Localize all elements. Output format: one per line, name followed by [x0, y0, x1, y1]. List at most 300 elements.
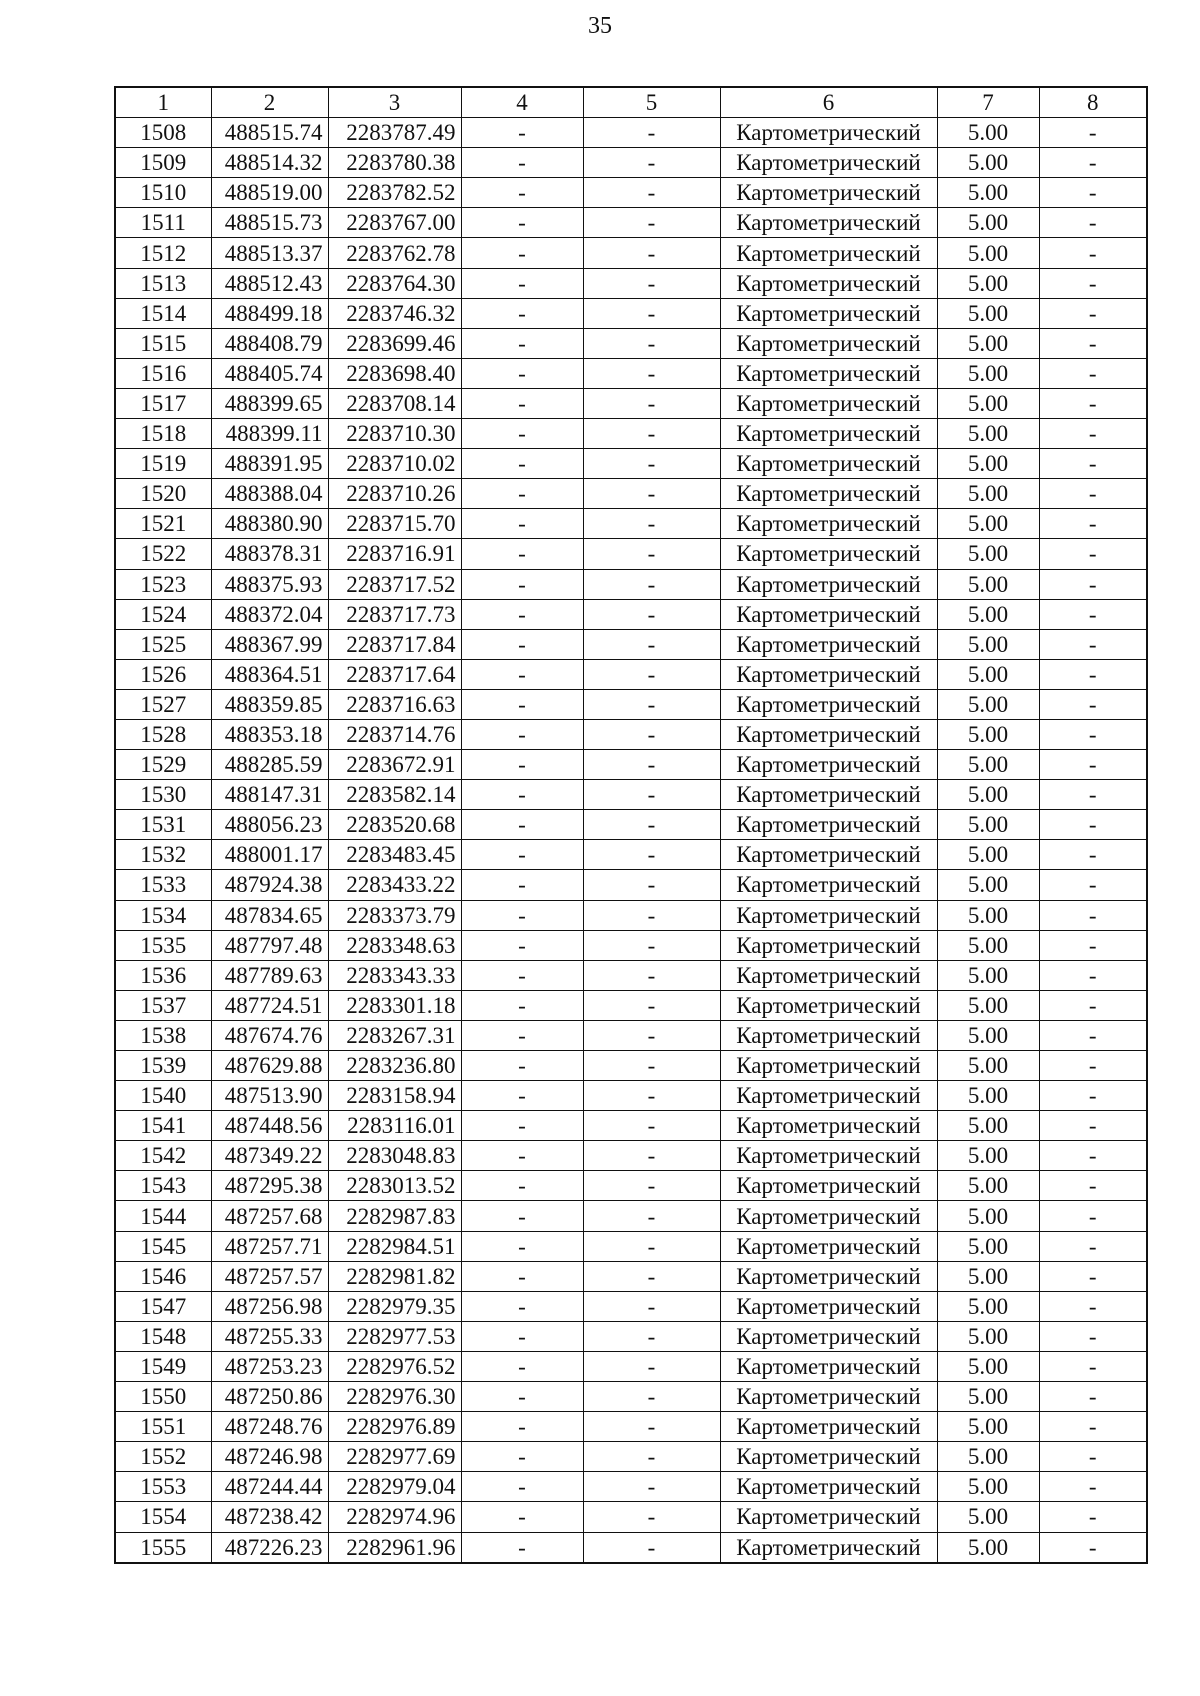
col-8-value-cell: -: [1039, 1502, 1147, 1532]
method-cell: Картометрический: [720, 1020, 937, 1050]
col-4-value-cell: -: [461, 449, 583, 479]
accuracy-cell: 5.00: [937, 1201, 1039, 1231]
col-5-value-cell: -: [583, 539, 720, 569]
col-5-value-cell: -: [583, 719, 720, 749]
x-coordinate-cell: 487238.42: [211, 1502, 328, 1532]
accuracy-cell: 5.00: [937, 208, 1039, 238]
table-row: [115, 569, 1147, 599]
y-coordinate-cell: 2283716.63: [328, 689, 461, 719]
method-cell: Картометрический: [720, 750, 937, 780]
col-5-value-cell: -: [583, 1502, 720, 1532]
col-8-value-cell: -: [1039, 238, 1147, 268]
point-number-cell: 1517: [115, 388, 211, 418]
method-cell: Картометрический: [720, 298, 937, 328]
col-4-value-cell: -: [461, 1472, 583, 1502]
accuracy-cell: 5.00: [937, 750, 1039, 780]
point-number-cell: 1512: [115, 238, 211, 268]
x-coordinate-cell: 488405.74: [211, 358, 328, 388]
col-5-value-cell: -: [583, 178, 720, 208]
method-cell: Картометрический: [720, 1201, 937, 1231]
method-cell: Картометрический: [720, 810, 937, 840]
accuracy-cell: 5.00: [937, 900, 1039, 930]
x-coordinate-cell: 487253.23: [211, 1351, 328, 1381]
col-4-value-cell: -: [461, 1321, 583, 1351]
method-cell: Картометрический: [720, 569, 937, 599]
col-8-value-cell: -: [1039, 539, 1147, 569]
col-5-value-cell: -: [583, 1412, 720, 1442]
method-cell: Картометрический: [720, 449, 937, 479]
col-4-value-cell: -: [461, 569, 583, 599]
table-row: [115, 870, 1147, 900]
header-row: [115, 87, 1147, 118]
col-5-value-cell: -: [583, 810, 720, 840]
col-5-value-cell: -: [583, 148, 720, 178]
col-4-value-cell: -: [461, 298, 583, 328]
col-5-value-cell: -: [583, 629, 720, 659]
col-5-value-cell: -: [583, 1020, 720, 1050]
table-row: [115, 840, 1147, 870]
point-number-cell: 1528: [115, 719, 211, 749]
col-5-value-cell: -: [583, 659, 720, 689]
y-coordinate-cell: 2283433.22: [328, 870, 461, 900]
point-number-cell: 1546: [115, 1261, 211, 1291]
y-coordinate-cell: 2282977.53: [328, 1321, 461, 1351]
y-coordinate-cell: 2282981.82: [328, 1261, 461, 1291]
accuracy-cell: 5.00: [937, 1412, 1039, 1442]
point-number-cell: 1537: [115, 990, 211, 1020]
col-5-value-cell: -: [583, 1472, 720, 1502]
col-8-value-cell: -: [1039, 1321, 1147, 1351]
col-5-value-cell: -: [583, 1442, 720, 1472]
accuracy-cell: 5.00: [937, 1081, 1039, 1111]
y-coordinate-cell: 2283348.63: [328, 930, 461, 960]
method-cell: Картометрический: [720, 268, 937, 298]
y-coordinate-cell: 2283714.76: [328, 719, 461, 749]
col-8-value-cell: -: [1039, 719, 1147, 749]
y-coordinate-cell: 2283710.30: [328, 419, 461, 449]
point-number-cell: 1549: [115, 1351, 211, 1381]
y-coordinate-cell: 2282984.51: [328, 1231, 461, 1261]
x-coordinate-cell: 487226.23: [211, 1532, 328, 1563]
column-header-5: 5: [583, 87, 720, 118]
col-8-value-cell: -: [1039, 1201, 1147, 1231]
table-row: [115, 689, 1147, 719]
point-number-cell: 1515: [115, 328, 211, 358]
method-cell: Картометрический: [720, 1472, 937, 1502]
col-4-value-cell: -: [461, 1261, 583, 1291]
method-cell: Картометрический: [720, 509, 937, 539]
col-8-value-cell: -: [1039, 1020, 1147, 1050]
point-number-cell: 1533: [115, 870, 211, 900]
table-row: [115, 1261, 1147, 1291]
col-4-value-cell: -: [461, 1081, 583, 1111]
column-header-7: 7: [937, 87, 1039, 118]
point-number-cell: 1545: [115, 1231, 211, 1261]
col-5-value-cell: -: [583, 1231, 720, 1261]
col-4-value-cell: -: [461, 960, 583, 990]
col-8-value-cell: -: [1039, 509, 1147, 539]
col-4-value-cell: -: [461, 1231, 583, 1261]
table-row: [115, 388, 1147, 418]
method-cell: Картометрический: [720, 1382, 937, 1412]
col-5-value-cell: -: [583, 1351, 720, 1381]
point-number-cell: 1550: [115, 1382, 211, 1412]
col-4-value-cell: -: [461, 1051, 583, 1081]
y-coordinate-cell: 2283698.40: [328, 358, 461, 388]
col-4-value-cell: -: [461, 1171, 583, 1201]
coordinates-table: [114, 86, 1148, 1564]
x-coordinate-cell: 487244.44: [211, 1472, 328, 1502]
table-row: [115, 810, 1147, 840]
col-5-value-cell: -: [583, 328, 720, 358]
point-number-cell: 1541: [115, 1111, 211, 1141]
col-4-value-cell: -: [461, 1442, 583, 1472]
x-coordinate-cell: 487295.38: [211, 1171, 328, 1201]
y-coordinate-cell: 2283780.38: [328, 148, 461, 178]
y-coordinate-cell: 2283048.83: [328, 1141, 461, 1171]
accuracy-cell: 5.00: [937, 629, 1039, 659]
col-5-value-cell: -: [583, 780, 720, 810]
col-8-value-cell: -: [1039, 449, 1147, 479]
table-row: [115, 118, 1147, 148]
accuracy-cell: 5.00: [937, 268, 1039, 298]
point-number-cell: 1540: [115, 1081, 211, 1111]
y-coordinate-cell: 2283116.01: [328, 1111, 461, 1141]
col-4-value-cell: -: [461, 1020, 583, 1050]
table-row: [115, 1291, 1147, 1321]
x-coordinate-cell: 488380.90: [211, 509, 328, 539]
y-coordinate-cell: 2283236.80: [328, 1051, 461, 1081]
point-number-cell: 1547: [115, 1291, 211, 1321]
accuracy-cell: 5.00: [937, 569, 1039, 599]
method-cell: Картометрический: [720, 358, 937, 388]
col-5-value-cell: -: [583, 449, 720, 479]
x-coordinate-cell: 488372.04: [211, 599, 328, 629]
col-8-value-cell: -: [1039, 840, 1147, 870]
table-row: [115, 1472, 1147, 1502]
col-8-value-cell: -: [1039, 1081, 1147, 1111]
method-cell: Картометрический: [720, 388, 937, 418]
col-4-value-cell: -: [461, 479, 583, 509]
x-coordinate-cell: 488285.59: [211, 750, 328, 780]
x-coordinate-cell: 487789.63: [211, 960, 328, 990]
point-number-cell: 1538: [115, 1020, 211, 1050]
col-4-value-cell: -: [461, 1111, 583, 1141]
y-coordinate-cell: 2283520.68: [328, 810, 461, 840]
y-coordinate-cell: 2283782.52: [328, 178, 461, 208]
col-4-value-cell: -: [461, 930, 583, 960]
method-cell: Картометрический: [720, 840, 937, 870]
col-8-value-cell: -: [1039, 1382, 1147, 1412]
point-number-cell: 1529: [115, 750, 211, 780]
col-4-value-cell: -: [461, 719, 583, 749]
y-coordinate-cell: 2283373.79: [328, 900, 461, 930]
point-number-cell: 1508: [115, 118, 211, 148]
column-header-4: 4: [461, 87, 583, 118]
y-coordinate-cell: 2283158.94: [328, 1081, 461, 1111]
method-cell: Картометрический: [720, 659, 937, 689]
y-coordinate-cell: 2283764.30: [328, 268, 461, 298]
method-cell: Картометрический: [720, 599, 937, 629]
col-5-value-cell: -: [583, 419, 720, 449]
col-8-value-cell: -: [1039, 208, 1147, 238]
x-coordinate-cell: 488399.11: [211, 419, 328, 449]
col-8-value-cell: -: [1039, 629, 1147, 659]
y-coordinate-cell: 2283762.78: [328, 238, 461, 268]
point-number-cell: 1510: [115, 178, 211, 208]
table-row: [115, 1081, 1147, 1111]
point-number-cell: 1531: [115, 810, 211, 840]
col-5-value-cell: -: [583, 1261, 720, 1291]
accuracy-cell: 5.00: [937, 539, 1039, 569]
accuracy-cell: 5.00: [937, 388, 1039, 418]
col-8-value-cell: -: [1039, 479, 1147, 509]
col-8-value-cell: -: [1039, 599, 1147, 629]
col-4-value-cell: -: [461, 810, 583, 840]
y-coordinate-cell: 2283717.73: [328, 599, 461, 629]
table-row: [115, 750, 1147, 780]
x-coordinate-cell: 488375.93: [211, 569, 328, 599]
col-5-value-cell: -: [583, 1081, 720, 1111]
col-8-value-cell: -: [1039, 1472, 1147, 1502]
point-number-cell: 1514: [115, 298, 211, 328]
page-number: 35: [588, 13, 612, 39]
accuracy-cell: 5.00: [937, 238, 1039, 268]
accuracy-cell: 5.00: [937, 840, 1039, 870]
x-coordinate-cell: 487257.71: [211, 1231, 328, 1261]
y-coordinate-cell: 2282961.96: [328, 1532, 461, 1563]
table-row: [115, 1502, 1147, 1532]
method-cell: Картометрический: [720, 780, 937, 810]
col-8-value-cell: -: [1039, 419, 1147, 449]
table-row: [115, 419, 1147, 449]
point-number-cell: 1526: [115, 659, 211, 689]
method-cell: Картометрический: [720, 870, 937, 900]
accuracy-cell: 5.00: [937, 1291, 1039, 1321]
y-coordinate-cell: 2283672.91: [328, 750, 461, 780]
y-coordinate-cell: 2283710.26: [328, 479, 461, 509]
point-number-cell: 1536: [115, 960, 211, 990]
col-8-value-cell: -: [1039, 298, 1147, 328]
col-4-value-cell: -: [461, 178, 583, 208]
col-5-value-cell: -: [583, 1171, 720, 1201]
y-coordinate-cell: 2283483.45: [328, 840, 461, 870]
x-coordinate-cell: 487448.56: [211, 1111, 328, 1141]
y-coordinate-cell: 2283787.49: [328, 118, 461, 148]
point-number-cell: 1519: [115, 449, 211, 479]
y-coordinate-cell: 2283710.02: [328, 449, 461, 479]
y-coordinate-cell: 2283699.46: [328, 328, 461, 358]
col-5-value-cell: -: [583, 118, 720, 148]
col-4-value-cell: -: [461, 780, 583, 810]
col-4-value-cell: -: [461, 689, 583, 719]
col-4-value-cell: -: [461, 1141, 583, 1171]
accuracy-cell: 5.00: [937, 659, 1039, 689]
method-cell: Картометрический: [720, 1351, 937, 1381]
accuracy-cell: 5.00: [937, 1351, 1039, 1381]
point-number-cell: 1530: [115, 780, 211, 810]
accuracy-cell: 5.00: [937, 960, 1039, 990]
accuracy-cell: 5.00: [937, 1020, 1039, 1050]
col-4-value-cell: -: [461, 870, 583, 900]
table-row: [115, 930, 1147, 960]
col-8-value-cell: -: [1039, 148, 1147, 178]
point-number-cell: 1555: [115, 1532, 211, 1563]
point-number-cell: 1518: [115, 419, 211, 449]
table-row: [115, 1321, 1147, 1351]
y-coordinate-cell: 2282976.30: [328, 1382, 461, 1412]
y-coordinate-cell: 2283013.52: [328, 1171, 461, 1201]
point-number-cell: 1544: [115, 1201, 211, 1231]
point-number-cell: 1535: [115, 930, 211, 960]
col-5-value-cell: -: [583, 1532, 720, 1563]
x-coordinate-cell: 487674.76: [211, 1020, 328, 1050]
col-8-value-cell: -: [1039, 810, 1147, 840]
method-cell: Картометрический: [720, 689, 937, 719]
point-number-cell: 1543: [115, 1171, 211, 1201]
x-coordinate-cell: 488367.99: [211, 629, 328, 659]
y-coordinate-cell: 2283708.14: [328, 388, 461, 418]
col-4-value-cell: -: [461, 1291, 583, 1321]
x-coordinate-cell: 488512.43: [211, 268, 328, 298]
x-coordinate-cell: 488359.85: [211, 689, 328, 719]
method-cell: Картометрический: [720, 629, 937, 659]
col-5-value-cell: -: [583, 900, 720, 930]
point-number-cell: 1509: [115, 148, 211, 178]
point-number-cell: 1542: [115, 1141, 211, 1171]
table-row: [115, 900, 1147, 930]
x-coordinate-cell: 488519.00: [211, 178, 328, 208]
y-coordinate-cell: 2283267.31: [328, 1020, 461, 1050]
accuracy-cell: 5.00: [937, 1442, 1039, 1472]
col-5-value-cell: -: [583, 358, 720, 388]
col-8-value-cell: -: [1039, 569, 1147, 599]
col-4-value-cell: -: [461, 750, 583, 780]
col-4-value-cell: -: [461, 1412, 583, 1442]
method-cell: Картометрический: [720, 148, 937, 178]
col-4-value-cell: -: [461, 1201, 583, 1231]
col-4-value-cell: -: [461, 148, 583, 178]
accuracy-cell: 5.00: [937, 1382, 1039, 1412]
col-8-value-cell: -: [1039, 990, 1147, 1020]
method-cell: Картометрический: [720, 118, 937, 148]
col-8-value-cell: -: [1039, 750, 1147, 780]
point-number-cell: 1522: [115, 539, 211, 569]
col-4-value-cell: -: [461, 900, 583, 930]
method-cell: Картометрический: [720, 900, 937, 930]
method-cell: Картометрический: [720, 960, 937, 990]
accuracy-cell: 5.00: [937, 1502, 1039, 1532]
col-5-value-cell: -: [583, 1321, 720, 1351]
x-coordinate-cell: 488147.31: [211, 780, 328, 810]
accuracy-cell: 5.00: [937, 178, 1039, 208]
table-row: [115, 238, 1147, 268]
col-8-value-cell: -: [1039, 1442, 1147, 1472]
column-header-1: 1: [115, 87, 211, 118]
accuracy-cell: 5.00: [937, 509, 1039, 539]
method-cell: Картометрический: [720, 1051, 937, 1081]
x-coordinate-cell: 488391.95: [211, 449, 328, 479]
col-8-value-cell: -: [1039, 388, 1147, 418]
col-5-value-cell: -: [583, 298, 720, 328]
col-5-value-cell: -: [583, 1382, 720, 1412]
col-5-value-cell: -: [583, 238, 720, 268]
table-row: [115, 599, 1147, 629]
table-row: [115, 1201, 1147, 1231]
x-coordinate-cell: 488515.74: [211, 118, 328, 148]
table-row: [115, 1412, 1147, 1442]
method-cell: Картометрический: [720, 479, 937, 509]
col-8-value-cell: -: [1039, 1291, 1147, 1321]
accuracy-cell: 5.00: [937, 148, 1039, 178]
point-number-cell: 1511: [115, 208, 211, 238]
accuracy-cell: 5.00: [937, 1472, 1039, 1502]
y-coordinate-cell: 2283717.52: [328, 569, 461, 599]
col-4-value-cell: -: [461, 509, 583, 539]
x-coordinate-cell: 487255.33: [211, 1321, 328, 1351]
column-header-8: 8: [1039, 87, 1147, 118]
table-row: [115, 449, 1147, 479]
table-row: [115, 719, 1147, 749]
point-number-cell: 1551: [115, 1412, 211, 1442]
y-coordinate-cell: 2283767.00: [328, 208, 461, 238]
point-number-cell: 1554: [115, 1502, 211, 1532]
col-5-value-cell: -: [583, 689, 720, 719]
col-8-value-cell: -: [1039, 930, 1147, 960]
accuracy-cell: 5.00: [937, 419, 1039, 449]
col-5-value-cell: -: [583, 1291, 720, 1321]
table-row: [115, 178, 1147, 208]
col-8-value-cell: -: [1039, 780, 1147, 810]
col-5-value-cell: -: [583, 960, 720, 990]
y-coordinate-cell: 2283716.91: [328, 539, 461, 569]
col-4-value-cell: -: [461, 268, 583, 298]
y-coordinate-cell: 2283301.18: [328, 990, 461, 1020]
table-row: [115, 479, 1147, 509]
table-row: [115, 539, 1147, 569]
point-number-cell: 1523: [115, 569, 211, 599]
method-cell: Картометрический: [720, 1231, 937, 1261]
method-cell: Картометрический: [720, 1261, 937, 1291]
col-8-value-cell: -: [1039, 1351, 1147, 1381]
y-coordinate-cell: 2283715.70: [328, 509, 461, 539]
y-coordinate-cell: 2282979.35: [328, 1291, 461, 1321]
x-coordinate-cell: 488499.18: [211, 298, 328, 328]
table-row: [115, 1442, 1147, 1472]
col-5-value-cell: -: [583, 479, 720, 509]
table-row: [115, 659, 1147, 689]
point-number-cell: 1525: [115, 629, 211, 659]
point-number-cell: 1539: [115, 1051, 211, 1081]
y-coordinate-cell: 2282976.52: [328, 1351, 461, 1381]
col-8-value-cell: -: [1039, 328, 1147, 358]
method-cell: Картометрический: [720, 1321, 937, 1351]
point-number-cell: 1548: [115, 1321, 211, 1351]
accuracy-cell: 5.00: [937, 990, 1039, 1020]
x-coordinate-cell: 487248.76: [211, 1412, 328, 1442]
col-8-value-cell: -: [1039, 689, 1147, 719]
accuracy-cell: 5.00: [937, 1261, 1039, 1291]
accuracy-cell: 5.00: [937, 298, 1039, 328]
x-coordinate-cell: 487513.90: [211, 1081, 328, 1111]
accuracy-cell: 5.00: [937, 358, 1039, 388]
y-coordinate-cell: 2283717.84: [328, 629, 461, 659]
col-5-value-cell: -: [583, 1201, 720, 1231]
col-8-value-cell: -: [1039, 659, 1147, 689]
point-number-cell: 1527: [115, 689, 211, 719]
col-8-value-cell: -: [1039, 1051, 1147, 1081]
col-5-value-cell: -: [583, 1051, 720, 1081]
